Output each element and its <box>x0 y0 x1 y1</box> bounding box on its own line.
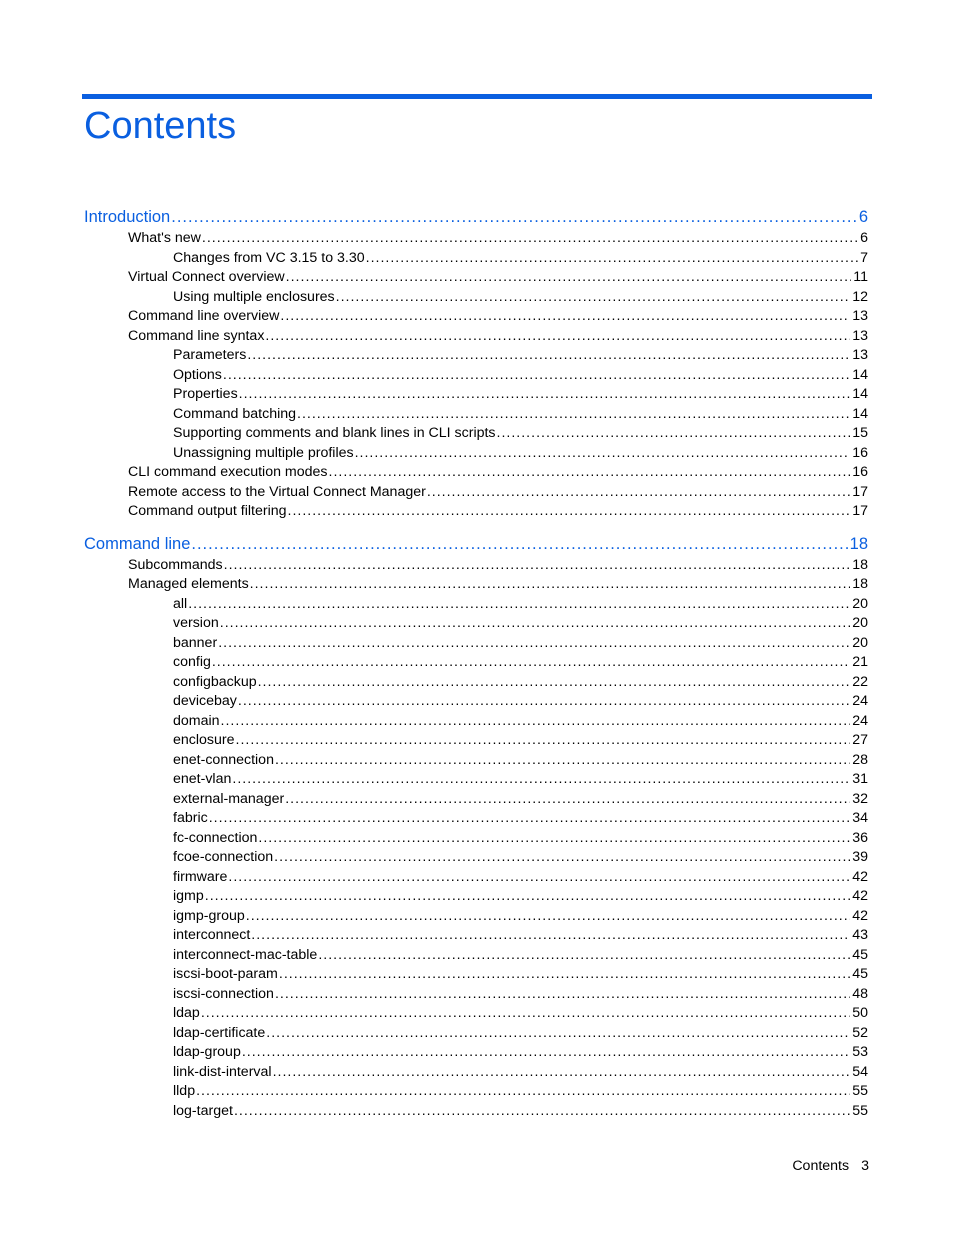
toc-page-number[interactable]: 27 <box>852 732 868 748</box>
toc-subsection-entry[interactable] <box>173 614 868 634</box>
toc-subsection-entry[interactable] <box>173 790 868 810</box>
toc-subsection-entry[interactable] <box>173 692 868 712</box>
toc-entry-title[interactable]: iscsi-connection <box>173 985 274 1002</box>
toc-page-number[interactable]: 17 <box>852 483 868 500</box>
toc-page-number[interactable]: 20 <box>852 615 868 631</box>
toc-entry-title[interactable]: ldap <box>173 1005 200 1021</box>
toc-page-number[interactable]: 20 <box>852 634 868 651</box>
toc-entry-title[interactable]: Command line syntax <box>128 327 265 344</box>
dot-leader <box>188 595 850 615</box>
dot-leader <box>285 790 850 810</box>
toc-subsection-entry[interactable] <box>173 848 868 868</box>
toc-entry-title[interactable]: version <box>173 615 219 631</box>
toc-page-number[interactable]: 16 <box>852 464 868 480</box>
toc-page-number[interactable]: 18 <box>849 534 868 553</box>
toc-page-number[interactable]: 18 <box>852 556 868 573</box>
toc-page-number[interactable]: 16 <box>852 444 868 461</box>
toc-entry-title[interactable]: Options <box>173 366 222 383</box>
dot-leader <box>220 614 850 634</box>
dot-leader <box>223 366 850 386</box>
section-gap <box>0 522 954 532</box>
toc-subsection-entry[interactable] <box>173 1082 868 1102</box>
toc-page-number[interactable]: 13 <box>852 347 868 363</box>
toc-page-number[interactable]: 21 <box>852 654 868 670</box>
dot-leader <box>234 1102 850 1122</box>
dot-leader <box>258 829 850 849</box>
page-footer <box>792 1158 869 1174</box>
dot-leader <box>274 848 850 868</box>
dot-leader <box>336 288 851 308</box>
toc-entry-title[interactable]: Supporting comments and blank lines in CLI scripts <box>173 425 496 441</box>
toc-subsection-entry[interactable] <box>173 424 868 444</box>
dot-leader <box>171 205 857 229</box>
toc-subsection-entry[interactable] <box>173 985 868 1005</box>
toc-entry-title[interactable]: fcoe-connection <box>173 849 274 865</box>
toc-page-number[interactable]: 24 <box>852 712 868 729</box>
toc-entry-title[interactable]: Introduction <box>84 208 171 226</box>
toc-entry-title[interactable]: iscsi-boot-param <box>173 966 278 982</box>
toc-subsection-entry[interactable] <box>173 770 868 790</box>
toc-subsection-entry[interactable] <box>173 249 868 269</box>
toc-entry-title[interactable]: Subcommands <box>128 556 223 573</box>
dot-leader <box>218 634 850 654</box>
toc-entry-title[interactable]: Changes from VC 3.15 to 3.30 <box>173 249 365 266</box>
toc-subsection-entry[interactable] <box>173 288 868 308</box>
toc-subsection-entry[interactable] <box>173 385 868 405</box>
dot-leader <box>224 556 851 576</box>
page-title: Contents <box>84 105 237 147</box>
dot-leader <box>266 1024 850 1044</box>
toc-entry-title[interactable]: igmp <box>173 888 204 904</box>
toc-subsection-entry[interactable] <box>173 829 868 849</box>
dot-leader <box>191 532 847 556</box>
toc-entry-title[interactable]: Parameters <box>173 347 247 363</box>
toc-page-number[interactable]: 17 <box>852 503 868 519</box>
toc-section-entry[interactable] <box>128 229 868 249</box>
toc-subsection-entry[interactable] <box>173 887 868 907</box>
toc-subsection-entry[interactable] <box>173 1004 868 1024</box>
dot-leader <box>236 731 851 751</box>
toc-section-entry[interactable] <box>128 483 868 503</box>
toc-section-entry[interactable] <box>128 502 868 522</box>
toc-entry-title[interactable]: interconnect <box>173 927 251 943</box>
toc-entry-title[interactable]: domain <box>173 712 220 729</box>
toc-section-entry[interactable] <box>128 463 868 483</box>
toc-entry-title[interactable]: ldap-group <box>173 1044 241 1060</box>
toc-page-number[interactable]: 42 <box>852 907 868 924</box>
dot-leader <box>279 965 850 985</box>
toc-page-number[interactable]: 45 <box>852 966 868 982</box>
toc-page-number[interactable]: 36 <box>852 829 868 846</box>
toc-entry-title[interactable]: Command line overview <box>128 308 280 324</box>
dot-leader <box>221 712 851 732</box>
toc-entry-title[interactable]: lldp <box>173 1083 196 1099</box>
toc-chapter-entry[interactable] <box>84 205 868 229</box>
dot-leader <box>497 424 851 444</box>
toc-subsection-entry[interactable] <box>173 809 868 829</box>
toc-page-number[interactable]: 54 <box>852 1063 868 1080</box>
table-of-contents <box>0 205 954 1121</box>
dot-leader <box>329 463 851 483</box>
toc-page-number[interactable]: 53 <box>852 1044 868 1060</box>
dot-leader <box>275 751 850 771</box>
dot-leader <box>280 307 850 327</box>
dot-leader <box>232 770 850 790</box>
toc-subsection-entry[interactable] <box>173 868 868 888</box>
toc-entry-title[interactable]: external-manager <box>173 790 285 807</box>
toc-page-number[interactable]: 22 <box>852 673 868 690</box>
toc-subsection-entry[interactable] <box>173 712 868 732</box>
toc-subsection-entry[interactable] <box>173 346 868 366</box>
toc-entry-title[interactable]: igmp-group <box>173 907 245 924</box>
toc-page-number[interactable]: 43 <box>852 927 868 943</box>
toc-page-number[interactable]: 11 <box>853 269 868 285</box>
toc-entry-title[interactable]: ldap-certificate <box>173 1024 266 1041</box>
toc-subsection-entry[interactable] <box>173 926 868 946</box>
dot-leader <box>318 946 850 966</box>
toc-page-number[interactable]: 55 <box>852 1083 868 1099</box>
toc-entry-title[interactable]: Command line <box>84 534 191 553</box>
toc-entry-title[interactable]: Virtual Connect overview <box>128 269 285 285</box>
dot-leader <box>258 673 851 693</box>
toc-page-number[interactable]: 14 <box>852 386 868 402</box>
toc-entry-title[interactable]: interconnect-mac-table <box>173 946 318 963</box>
toc-entry-title[interactable]: banner <box>173 634 218 651</box>
dot-leader <box>238 692 850 712</box>
toc-entry-title[interactable]: enet-connection <box>173 751 274 768</box>
dot-leader <box>427 483 850 503</box>
dot-leader <box>202 229 858 249</box>
dot-leader <box>265 327 850 347</box>
toc-entry-title[interactable]: devicebay <box>173 693 237 709</box>
toc-page-number[interactable]: 14 <box>852 405 868 422</box>
dot-leader <box>286 268 852 288</box>
toc-page-number[interactable]: 28 <box>852 751 868 768</box>
toc-subsection-entry[interactable] <box>173 595 868 615</box>
dot-leader <box>228 868 850 888</box>
toc-page-number[interactable]: 48 <box>852 985 868 1002</box>
toc-section-entry[interactable] <box>128 268 868 288</box>
toc-subsection-entry[interactable] <box>173 1063 868 1083</box>
title-rule <box>82 94 872 99</box>
toc-page-number[interactable]: 39 <box>852 849 868 865</box>
toc-entry-title[interactable]: Command output filtering <box>128 503 287 519</box>
toc-subsection-entry[interactable] <box>173 907 868 927</box>
toc-entry-title[interactable]: Remote access to the Virtual Connect Manager <box>128 483 426 500</box>
toc-page-number[interactable]: 32 <box>852 790 868 807</box>
dot-leader <box>297 405 850 425</box>
dot-leader <box>355 444 851 464</box>
toc-subsection-entry[interactable] <box>173 405 868 425</box>
toc-entry-title[interactable]: fabric <box>173 810 208 826</box>
toc-entry-title[interactable]: Unassigning multiple profiles <box>173 444 354 461</box>
toc-subsection-entry[interactable] <box>173 731 868 751</box>
toc-section-entry[interactable] <box>128 327 868 347</box>
toc-page-number[interactable]: 20 <box>852 595 868 612</box>
dot-leader <box>196 1082 850 1102</box>
dot-leader <box>275 985 850 1005</box>
toc-entry-title[interactable]: log-target <box>173 1102 233 1119</box>
toc-entry-title[interactable]: Properties <box>173 386 238 402</box>
dot-leader <box>205 887 850 907</box>
toc-page-number[interactable]: 52 <box>852 1024 868 1041</box>
dot-leader <box>273 1063 851 1083</box>
toc-subsection-entry[interactable] <box>173 444 868 464</box>
toc-entry-title[interactable]: all <box>173 595 188 612</box>
toc-section-entry[interactable] <box>128 575 868 595</box>
dot-leader <box>247 346 850 366</box>
toc-subsection-entry[interactable] <box>173 751 868 771</box>
toc-subsection-entry[interactable] <box>173 366 868 386</box>
toc-subsection-entry[interactable] <box>173 673 868 693</box>
toc-subsection-entry[interactable] <box>173 634 868 654</box>
dot-leader <box>242 1043 850 1063</box>
toc-page-number[interactable]: 7 <box>860 249 868 266</box>
toc-page-number[interactable]: 50 <box>852 1005 868 1021</box>
dot-leader <box>201 1004 850 1024</box>
toc-entry-title[interactable]: Command batching <box>173 405 297 422</box>
toc-entry-title[interactable]: enet-vlan <box>173 771 232 787</box>
toc-entry-title[interactable]: fc-connection <box>173 829 258 846</box>
toc-page-number[interactable]: 14 <box>852 366 868 383</box>
dot-leader <box>209 809 851 829</box>
toc-entry-title[interactable]: enclosure <box>173 732 235 748</box>
toc-subsection-entry[interactable] <box>173 1102 868 1122</box>
footer-page-number: 3 <box>861 1158 869 1174</box>
toc-subsection-entry[interactable] <box>173 1024 868 1044</box>
toc-entry-title[interactable]: Using multiple enclosures <box>173 288 335 305</box>
toc-entry-title[interactable]: firmware <box>173 868 228 885</box>
toc-page-number[interactable]: 13 <box>852 308 868 324</box>
toc-page-number[interactable]: 34 <box>852 810 868 826</box>
toc-entry-title[interactable]: config <box>173 654 211 670</box>
toc-chapter-entry[interactable] <box>84 532 868 556</box>
toc-page-number[interactable]: 55 <box>852 1102 868 1119</box>
toc-subsection-entry[interactable] <box>173 653 868 673</box>
dot-leader <box>239 385 851 405</box>
toc-entry-title[interactable]: configbackup <box>173 673 257 690</box>
toc-page-number[interactable]: 6 <box>860 230 868 246</box>
toc-page-number[interactable]: 13 <box>852 327 868 344</box>
dot-leader <box>250 575 851 595</box>
dot-leader <box>288 502 851 522</box>
dot-leader <box>366 249 858 269</box>
toc-page-number[interactable]: 31 <box>852 771 868 787</box>
toc-page-number[interactable]: 18 <box>852 576 868 592</box>
toc-page-number[interactable]: 12 <box>852 288 868 305</box>
toc-page-number[interactable]: 15 <box>852 425 868 441</box>
dot-leader <box>251 926 850 946</box>
toc-page-number[interactable]: 24 <box>852 693 868 709</box>
toc-page-number[interactable]: 42 <box>852 888 868 904</box>
toc-entry-title[interactable]: Managed elements <box>128 576 249 592</box>
toc-entry-title[interactable]: What's new <box>128 230 201 246</box>
toc-entry-title[interactable]: link-dist-interval <box>173 1063 272 1080</box>
toc-section-entry[interactable] <box>128 307 868 327</box>
toc-page-number[interactable]: 6 <box>858 208 868 226</box>
toc-entry-title[interactable]: CLI command execution modes <box>128 464 328 480</box>
footer-label: Contents <box>792 1158 850 1174</box>
toc-section-entry[interactable] <box>128 556 868 576</box>
toc-subsection-entry[interactable] <box>173 946 868 966</box>
toc-page-number[interactable]: 45 <box>852 946 868 963</box>
toc-subsection-entry[interactable] <box>173 965 868 985</box>
dot-leader <box>246 907 850 927</box>
toc-page-number[interactable]: 42 <box>852 868 868 885</box>
dot-leader <box>212 653 850 673</box>
toc-subsection-entry[interactable] <box>173 1043 868 1063</box>
